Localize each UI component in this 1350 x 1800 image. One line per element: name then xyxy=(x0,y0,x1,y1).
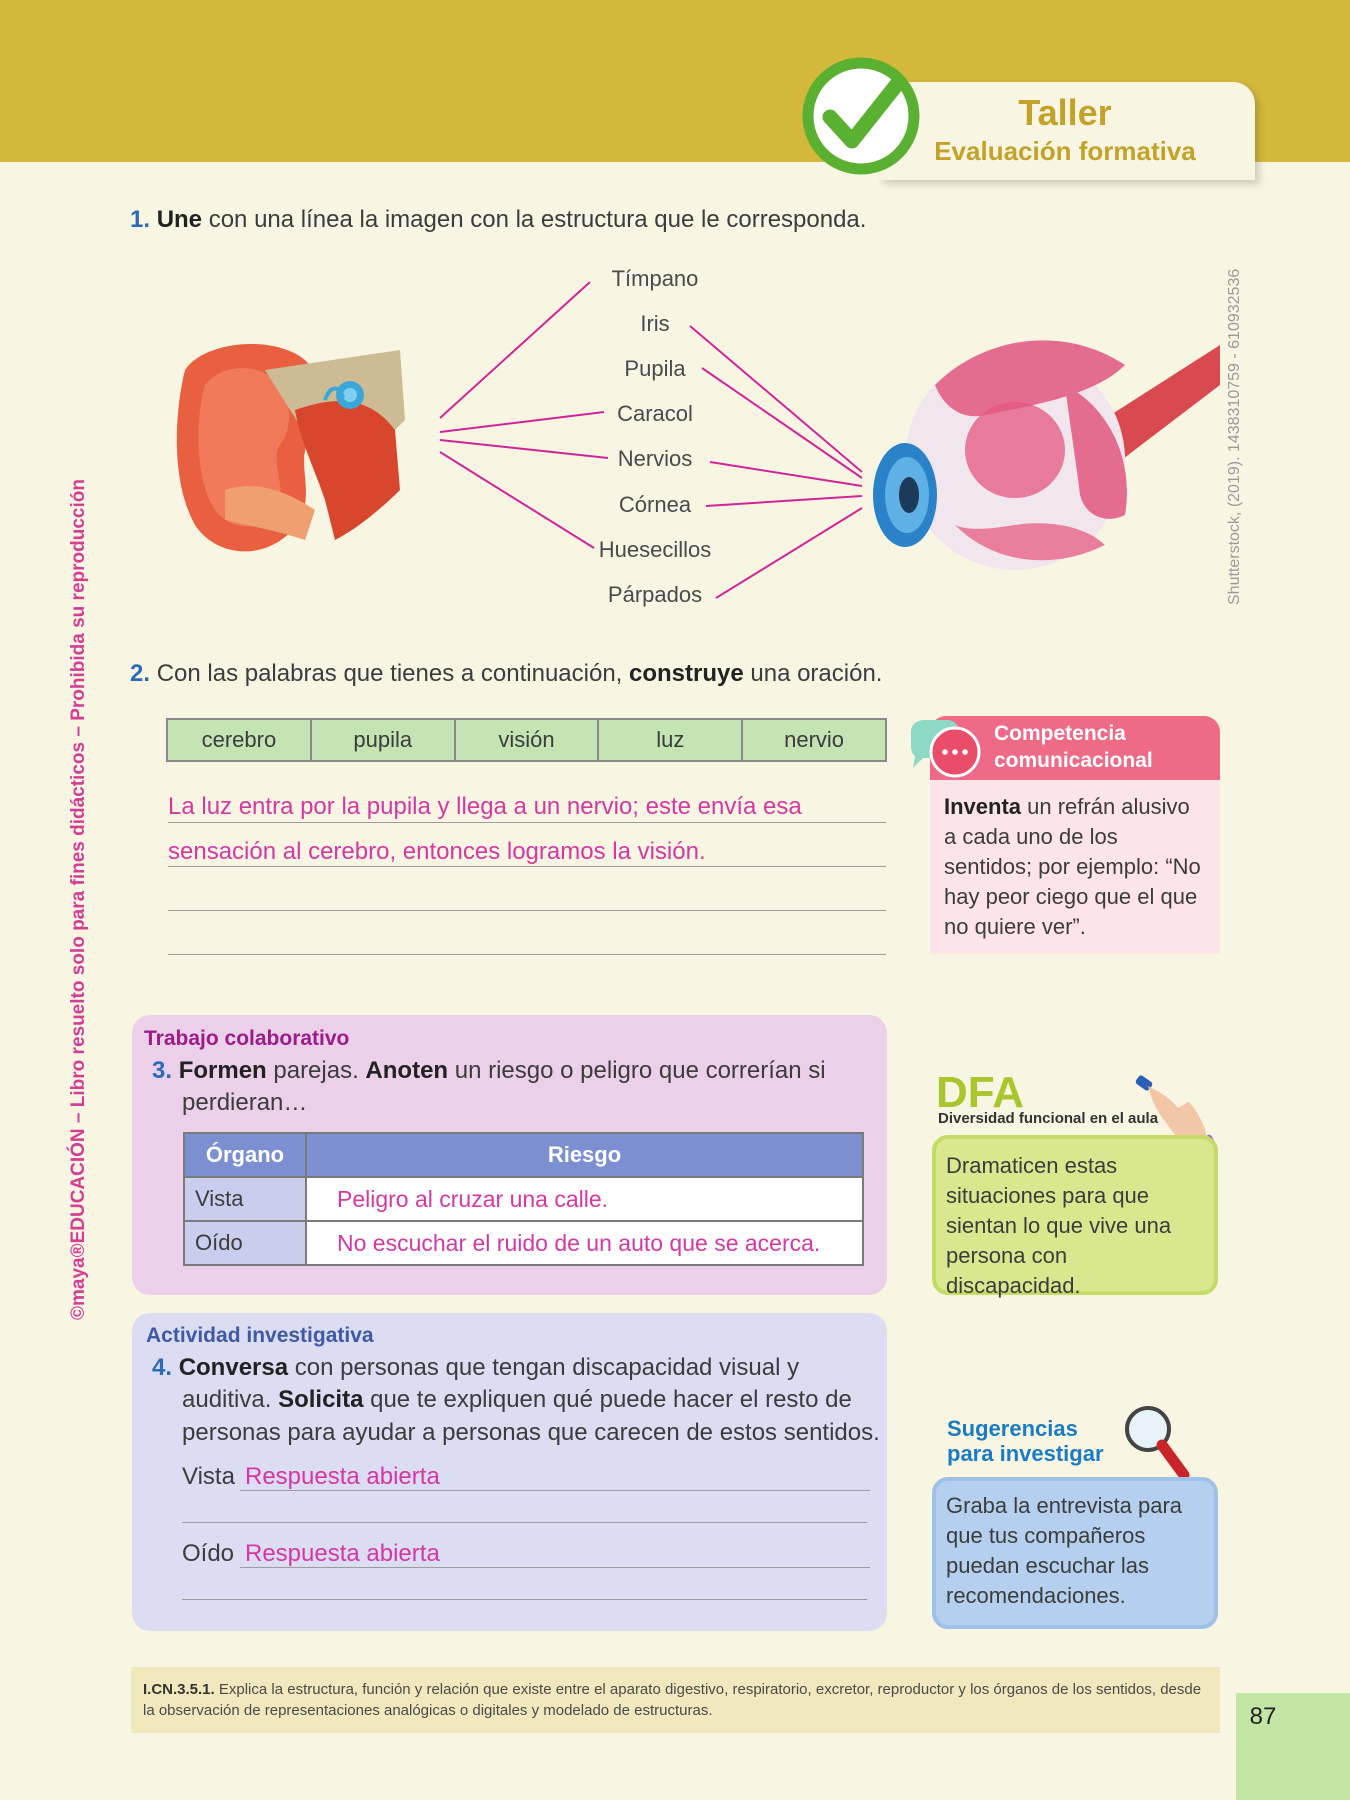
answer-line xyxy=(182,1599,867,1600)
competencia-verb: Inventa xyxy=(944,794,1022,819)
question-text: con una línea la imagen con la estructura que le corresponda. xyxy=(202,206,867,233)
photo-credit: Shutterstock, (2019). 1438310759 - 610932536 xyxy=(1226,268,1243,605)
organ-cell: Vista xyxy=(184,1177,306,1221)
answer-line xyxy=(168,910,886,911)
risk-cell[interactable]: No escuchar el ruido de un auto que se acerca. xyxy=(306,1221,863,1265)
oido-label: Oído xyxy=(182,1540,235,1567)
answer-line xyxy=(240,1490,870,1491)
answer-line xyxy=(168,822,886,823)
line-ear-timpano xyxy=(440,282,590,418)
copyright-side-text: ©maya®EDUCACIÓN – Libro resuelto solo para fines didácticos – Prohibida su reproducción xyxy=(68,479,89,1320)
ear-illustration xyxy=(165,340,445,565)
page-subtitle: Evaluación formativa xyxy=(934,136,1196,166)
eye-illustration xyxy=(865,325,1220,585)
curriculum-footer xyxy=(131,1667,1220,1733)
dfa-box: Dramaticen estas situaciones para que sientan lo que vive una persona con discapacidad. xyxy=(932,1135,1218,1295)
word-iris: Iris xyxy=(640,311,670,336)
suggestions-title: Sugerencias para investigar xyxy=(947,1416,1104,1467)
question-verb: construye xyxy=(629,660,744,687)
word-caracol: Caracol xyxy=(617,401,693,426)
answer-line xyxy=(182,1522,867,1523)
oido-answer[interactable]: Respuesta abierta xyxy=(245,1540,440,1567)
answer-line xyxy=(168,866,886,867)
competencia-title: Competencia comunicacional xyxy=(994,722,1153,773)
question-number: 3. xyxy=(152,1057,173,1084)
indicator-text: Explica la estructura, función y relación que existe entre el aparato digestivo, respiratorio, excretor, reproductor y los órganos de los sentidos, desde la observación de representaciones analógicas o digitales y modelado de estructuras. xyxy=(143,1681,1202,1719)
vista-label: Vista xyxy=(182,1463,235,1490)
word-nervios: Nervios xyxy=(617,446,693,471)
suggestions-box: Graba la entrevista para que tus compañeros puedan escuchar las recomendaciones. xyxy=(932,1477,1218,1629)
answer-line xyxy=(240,1567,870,1568)
word-bank-cell: luz xyxy=(598,719,742,761)
word-pupila: Pupila xyxy=(624,356,686,381)
risk-cell[interactable]: Peligro al cruzar una calle. xyxy=(306,1177,863,1221)
table-header: Riesgo xyxy=(306,1133,863,1177)
question-number: 4. xyxy=(152,1354,173,1381)
section-label: Trabajo colaborativo xyxy=(144,1027,350,1050)
answer-line xyxy=(168,954,886,955)
magnifier-icon xyxy=(1122,1403,1194,1483)
dfa-title: DFA xyxy=(936,1068,1024,1117)
question-number: 1. xyxy=(130,206,151,233)
question-2 xyxy=(130,658,1030,690)
section-label: Actividad investigativa xyxy=(146,1324,374,1347)
question-number: 2. xyxy=(130,660,151,687)
word-bank-table xyxy=(166,718,887,762)
word-huesecillos: Huesecillos xyxy=(598,537,712,562)
question-1 xyxy=(130,204,1030,236)
dfa-subtitle: Diversidad funcional en el aula xyxy=(938,1110,1159,1127)
word-bank-cell: nervio xyxy=(742,719,886,761)
table-header: Órgano xyxy=(184,1133,306,1177)
vista-answer[interactable]: Respuesta abierta xyxy=(245,1463,440,1490)
question-3: 3. Formen parejas. Anoten un riesgo o peligro que correrían si perdieran… xyxy=(152,1057,826,1117)
risk-table xyxy=(183,1132,864,1266)
table-row xyxy=(184,1177,863,1221)
question-text-end: una oración. xyxy=(743,660,883,687)
word-parpados: Párpados xyxy=(607,582,703,607)
speech-bubble-icon xyxy=(907,718,985,778)
answer-line-1-text: La luz entra por la pupila y llega a un nervio; este envía esa xyxy=(168,793,802,820)
competencia-body xyxy=(930,780,1220,954)
word-timpano: Tímpano xyxy=(611,266,699,291)
word-bank-cell: visión xyxy=(455,719,599,761)
question-verb: Une xyxy=(156,206,203,233)
word-cornea: Córnea xyxy=(618,492,692,517)
competencia-text: un refrán alusivo a cada uno de los sentidos; por ejemplo: “No hay peor ciego que el que no quiere ver”. xyxy=(944,794,1201,939)
question-4: 4. Conversa con personas que tengan discapacidad visual y auditiva. Solicita que te expliquen qué puede hacer el resto de personas para ayudar a personas que carecen de estos sentidos. xyxy=(152,1354,880,1446)
indicator-code: I.CN.3.5.1. xyxy=(143,1681,215,1698)
question-text: Con las palabras que tienes a continuación, xyxy=(156,660,629,687)
table-row xyxy=(184,1221,863,1265)
answer-line-2-text: sensación al cerebro, entonces logramos la visión. xyxy=(168,838,706,865)
page-number: 87 xyxy=(1249,1703,1277,1730)
line-ear-huesecillos xyxy=(440,452,594,548)
page-title: Taller xyxy=(1018,92,1112,133)
word-bank-cell: pupila xyxy=(311,719,455,761)
organ-cell: Oído xyxy=(184,1221,306,1265)
line-eye-parpados xyxy=(716,508,862,598)
word-bank-cell: cerebro xyxy=(167,719,311,761)
